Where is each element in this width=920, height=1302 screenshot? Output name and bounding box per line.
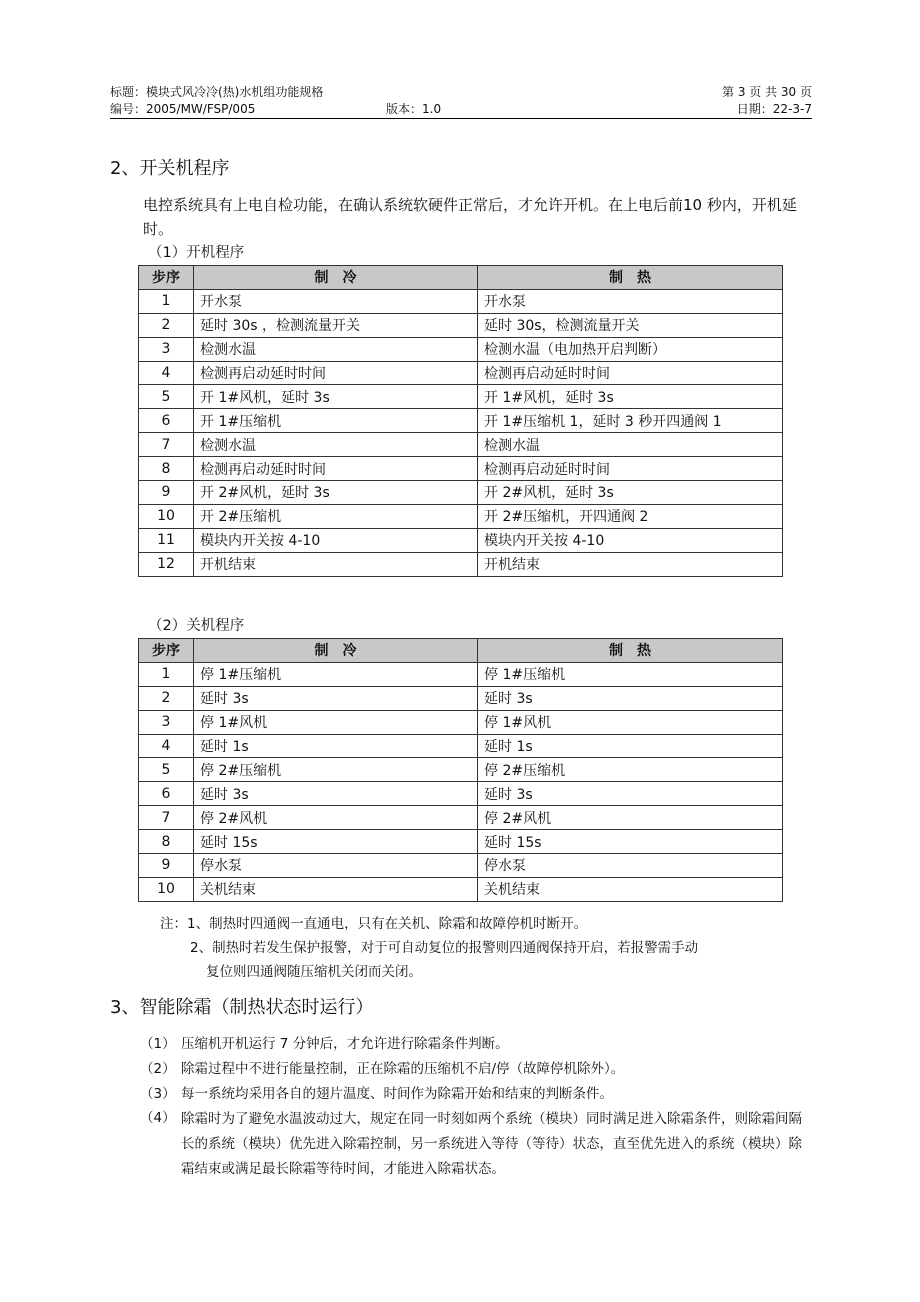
heat-cell: 停 1#压缩机: [478, 662, 783, 686]
step-cell: 1: [139, 662, 194, 686]
note-1: 注：1、制热时四通阀一直通电，只有在关机、除霜和故障停机时断开。: [160, 916, 588, 932]
table-header-row: [139, 266, 783, 290]
cool-cell: 停水泵: [194, 854, 478, 878]
doc-version: 版本：1.0: [386, 102, 442, 116]
item-number: （3）: [140, 1086, 176, 1102]
cool-cell: 延时 30s ，检测流量开关: [194, 313, 478, 337]
cool-cell: 开 2#压缩机: [194, 504, 478, 528]
table-row: [139, 734, 783, 758]
heat-cell: 开 1#压缩机 1，延时 3 秒开四通阀 1: [478, 409, 783, 433]
table-row: [139, 854, 783, 878]
step-cell: 8: [139, 457, 194, 481]
intro-paragraph: 电控系统具有上电自检功能，在确认系统软硬件正常后，才允许开机。在上电后前10 秒内，开机延时。: [143, 196, 797, 238]
table-row: [139, 710, 783, 734]
section-heading: 2、开关机程序: [110, 158, 230, 179]
cool-cell: 停 2#压缩机: [194, 758, 478, 782]
col-heat-header: 制 热: [478, 266, 783, 290]
cool-cell: 检测水温: [194, 433, 478, 457]
step-cell: 4: [139, 734, 194, 758]
step-cell: 8: [139, 830, 194, 854]
step-cell: 3: [139, 710, 194, 734]
step-cell: 11: [139, 528, 194, 552]
startup-caption: （1）开机程序: [148, 245, 245, 261]
cool-cell: 关机结束: [194, 877, 478, 901]
col-cool-header: 制 冷: [194, 266, 478, 290]
table-row: [139, 782, 783, 806]
doc-title: 标题：模块式风冷冷(热)水机组功能规格: [110, 85, 324, 99]
cool-cell: 延时 3s: [194, 782, 478, 806]
doc-header-row1: [110, 84, 812, 100]
shutdown-caption: （2）关机程序: [148, 618, 245, 634]
cool-cell: 开机结束: [194, 552, 478, 576]
item-number: （1）: [140, 1036, 176, 1052]
table-row: [139, 313, 783, 337]
heat-cell: 检测水温: [478, 433, 783, 457]
heat-cell: 延时 1s: [478, 734, 783, 758]
cool-cell: 开 2#风机，延时 3s: [194, 481, 478, 505]
cool-cell: 停 2#风机: [194, 806, 478, 830]
col-heat-header: 制 热: [478, 639, 783, 663]
heat-cell: 停 1#风机: [478, 710, 783, 734]
table-row: [139, 289, 783, 313]
item-text: 每一系统均采用各自的翅片温度、时间作为除霜开始和结束的判断条件。: [181, 1086, 613, 1102]
step-cell: 5: [139, 758, 194, 782]
heat-cell: 延时 15s: [478, 830, 783, 854]
page-number: 第 3 页 共 30 页: [722, 85, 812, 99]
note-2-line1: 2、制热时若发生保护报警，对于可自动复位的报警则四通阀保持开启，若报警需手动: [190, 940, 699, 956]
startup-table: [138, 265, 783, 577]
cool-cell: 检测再启动延时时间: [194, 361, 478, 385]
section-heading: 3、智能除霜（制热状态时运行）: [110, 997, 374, 1018]
heat-cell: 检测再启动延时时间: [478, 457, 783, 481]
note-2-line2: 复位则四通阀随压缩机关闭而关闭。: [206, 964, 422, 980]
table-row: [139, 552, 783, 576]
col-step-header: 步序: [139, 639, 194, 663]
heat-cell: 停水泵: [478, 854, 783, 878]
heat-cell: 停 2#压缩机: [478, 758, 783, 782]
cool-cell: 开水泵: [194, 289, 478, 313]
heat-cell: 停 2#风机: [478, 806, 783, 830]
table-header-row: [139, 639, 783, 663]
table-row: [139, 504, 783, 528]
cool-cell: 延时 15s: [194, 830, 478, 854]
heat-cell: 模块内开关按 4-10: [478, 528, 783, 552]
item-number: （2）: [140, 1061, 176, 1077]
step-cell: 7: [139, 433, 194, 457]
col-cool-header: 制 冷: [194, 639, 478, 663]
table-row: [139, 433, 783, 457]
item-text: 除霜时为了避免水温波动过大，规定在同一时刻如两个系统（模块）同时满足进入除霜条件，则除霜间隔长的系统（模块）优先进入除霜控制，另一系统进入等待（等待）状态，直至优先进入的系统（模块）除霜结束或满足最长除霜等待时间，才能进入除霜状态。: [181, 1111, 802, 1177]
heat-cell: 延时 30s，检测流量开关: [478, 313, 783, 337]
cool-cell: 延时 1s: [194, 734, 478, 758]
item-text: 压缩机开机运行 7 分钟后，才允许进行除霜条件判断。: [181, 1036, 509, 1052]
table-row: [139, 481, 783, 505]
cool-cell: 检测水温: [194, 337, 478, 361]
table-row: [139, 686, 783, 710]
step-cell: 5: [139, 385, 194, 409]
heat-cell: 开 2#风机，延时 3s: [478, 481, 783, 505]
heat-cell: 延时 3s: [478, 782, 783, 806]
step-cell: 3: [139, 337, 194, 361]
col-step-header: 步序: [139, 266, 194, 290]
step-cell: 7: [139, 806, 194, 830]
table-row: [139, 385, 783, 409]
header-divider: [110, 118, 812, 119]
heat-cell: 关机结束: [478, 877, 783, 901]
table-row: [139, 806, 783, 830]
cool-cell: 停 1#压缩机: [194, 662, 478, 686]
step-cell: 6: [139, 782, 194, 806]
table-row: [139, 457, 783, 481]
heat-cell: 开 1#风机，延时 3s: [478, 385, 783, 409]
cool-cell: 模块内开关按 4-10: [194, 528, 478, 552]
item-number: （4）: [140, 1110, 176, 1126]
step-cell: 10: [139, 504, 194, 528]
table-row: [139, 337, 783, 361]
heat-cell: 开机结束: [478, 552, 783, 576]
heat-cell: 检测水温（电加热开启判断）: [478, 337, 783, 361]
cool-cell: 停 1#风机: [194, 710, 478, 734]
table-row: [139, 361, 783, 385]
table-row: [139, 877, 783, 901]
step-cell: 6: [139, 409, 194, 433]
doc-code: 编号：2005/MW/FSP/005: [110, 102, 256, 116]
heat-cell: 开水泵: [478, 289, 783, 313]
shutdown-table: [138, 638, 783, 902]
item-text: 除霜过程中不进行能量控制，正在除霜的压缩机不启/停（故障停机除外）。: [181, 1061, 625, 1077]
cool-cell: 开 1#压缩机: [194, 409, 478, 433]
table-row: [139, 758, 783, 782]
heat-cell: 检测再启动延时时间: [478, 361, 783, 385]
step-cell: 12: [139, 552, 194, 576]
step-cell: 9: [139, 854, 194, 878]
cool-cell: 开 1#风机，延时 3s: [194, 385, 478, 409]
step-cell: 4: [139, 361, 194, 385]
heat-cell: 开 2#压缩机，开四通阀 2: [478, 504, 783, 528]
step-cell: 2: [139, 686, 194, 710]
cool-cell: 延时 3s: [194, 686, 478, 710]
table-row: [139, 528, 783, 552]
step-cell: 9: [139, 481, 194, 505]
step-cell: 2: [139, 313, 194, 337]
table-row: [139, 662, 783, 686]
table-row: [139, 409, 783, 433]
cool-cell: 检测再启动延时时间: [194, 457, 478, 481]
heat-cell: 延时 3s: [478, 686, 783, 710]
step-cell: 1: [139, 289, 194, 313]
table-row: [139, 830, 783, 854]
doc-date: 日期：22-3-7: [736, 102, 812, 116]
step-cell: 10: [139, 877, 194, 901]
doc-header-row2: [110, 101, 812, 117]
